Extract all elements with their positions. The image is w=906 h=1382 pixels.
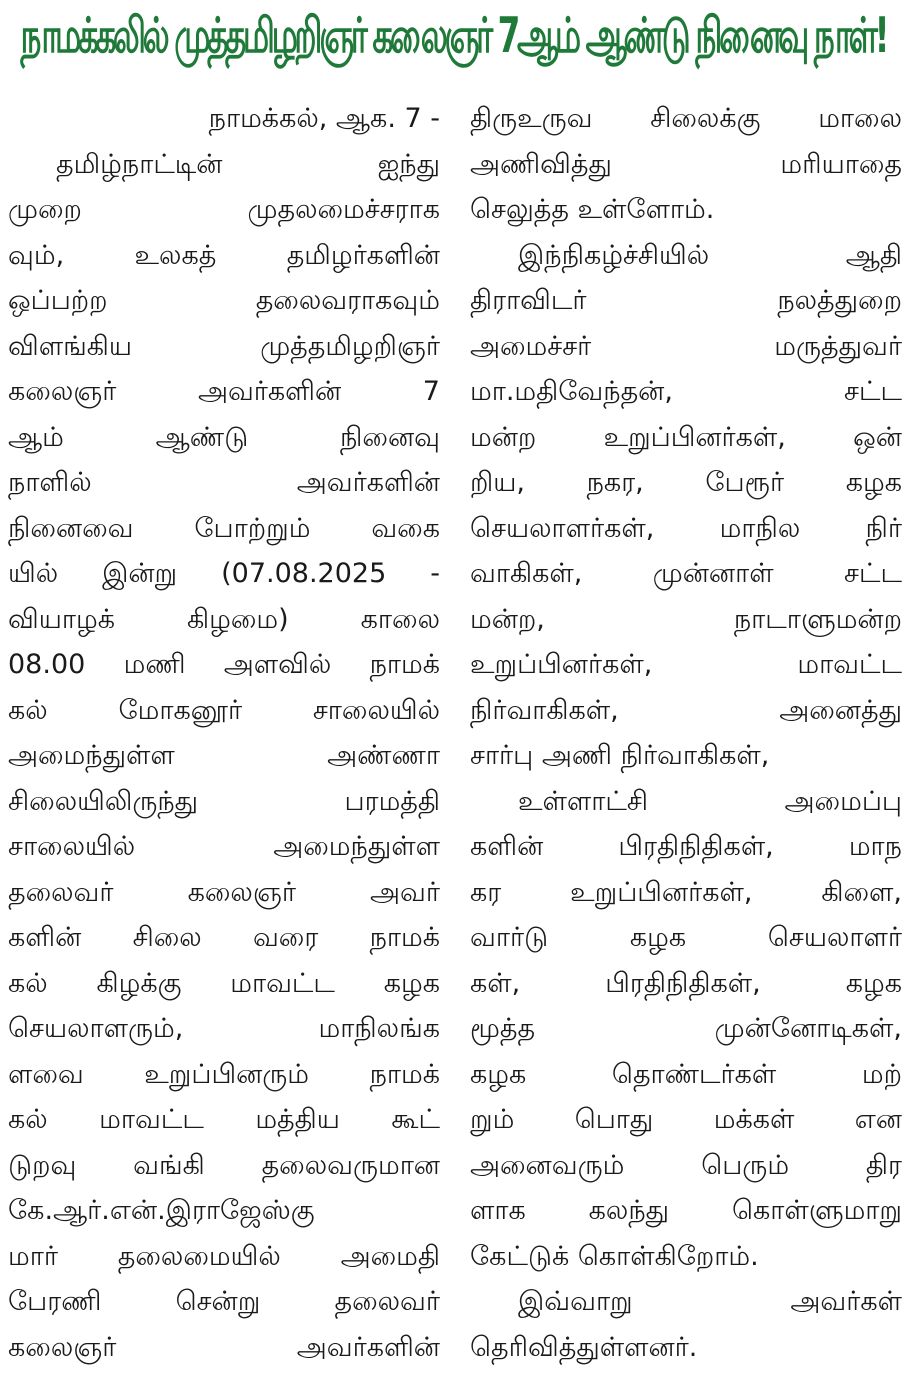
article-line: தலைவர் கலைஞர் அவர் xyxy=(8,876,440,908)
article-line: ளாக கலந்து கொள்ளுமாறு xyxy=(470,1195,902,1226)
article-line: அமைந்துள்ள அண்ணா xyxy=(8,740,440,771)
article-line: ஒப்பற்ற தலைவராகவும் xyxy=(8,285,440,316)
article-line: ஆம் ஆண்டு நினைவு xyxy=(8,421,440,453)
article-line: வியாழக் கிழமை) காலை xyxy=(8,603,440,635)
article-column-right xyxy=(470,96,902,1370)
article-line: மா.மதிவேந்தன், சட்ட xyxy=(470,376,902,407)
article-line: தமிழ்நாட்டின் ஐந்து xyxy=(56,148,440,180)
article-line: மன்ற உறுப்பினர்கள், ஒன் xyxy=(470,421,902,453)
article-line: மார் தலைமையில் அமைதி xyxy=(8,1240,440,1272)
article-line: அனைவரும் பெரும் திர xyxy=(470,1149,902,1181)
article-line: இவ்வாறு அவர்கள் xyxy=(518,1286,902,1317)
article-line: சாலையில் அமைந்துள்ள xyxy=(8,831,440,862)
article-line: வார்டு கழக செயலாளர் xyxy=(470,922,902,953)
article-line: கல் மாவட்ட மத்திய கூட் xyxy=(8,1104,440,1135)
article-column-left xyxy=(8,96,440,1370)
article-line: ளவை உறுப்பினரும் நாமக் xyxy=(8,1058,440,1090)
article-line: கலைஞர் அவர்களின் 7 xyxy=(8,376,440,407)
article-line: செலுத்த உள்ளோம். xyxy=(470,194,715,225)
dateline: நாமக்கல், ஆக. 7 - xyxy=(208,103,440,134)
article-line: டுறவு வங்கி தலைவருமான xyxy=(8,1149,440,1181)
article-line: களின் சிலை வரை நாமக் xyxy=(8,922,440,953)
article-line: திராவிடர் நலத்துறை xyxy=(470,285,902,316)
article-line: நிர்வாகிகள், அனைத்து xyxy=(470,694,902,726)
article-line: 08.00 மணி அளவில் நாமக் xyxy=(8,649,440,680)
article-line: கேட்டுக் கொள்கிறோம். xyxy=(470,1240,759,1272)
headline: நாமக்கலில் முத்தமிழறிஞர் கலைஞர் 7ஆம் ஆண்டு நினைவு நாள்! xyxy=(20,7,886,64)
article-line: றிய, நகர, பேரூர் கழக xyxy=(470,467,902,498)
article-line: மூத்த முன்னோடிகள், xyxy=(470,1013,902,1044)
article-line: களின் பிரதிநிதிகள், மாந xyxy=(470,831,902,862)
article-line: செயலாளர்கள், மாநில நிர் xyxy=(470,512,902,544)
article-line: விளங்கிய முத்தமிழறிஞர் xyxy=(8,330,440,362)
article-line: மன்ற, நாடாளுமன்ற xyxy=(470,603,902,635)
article-line: கலைஞர் அவர்களின் xyxy=(8,1331,440,1363)
article-line: கே.ஆர்.என்.இராஜேஸ்கு xyxy=(8,1195,315,1226)
article-line: திருஉருவ சிலைக்கு மாலை xyxy=(470,103,902,134)
article-line: கழக தொண்டர்கள் மற் xyxy=(470,1058,902,1090)
article-line: வாகிகள், முன்னாள் சட்ட xyxy=(470,558,902,589)
article-line: நாளில் அவர்களின் xyxy=(8,467,440,498)
article-line: உறுப்பினர்கள், மாவட்ட xyxy=(470,649,902,680)
article-line: பேரணி சென்று தலைவர் xyxy=(8,1286,440,1317)
article-line: யில் இன்று (07.08.2025 - xyxy=(8,558,440,589)
article-line: இந்நிகழ்ச்சியில் ஆதி xyxy=(518,239,902,271)
article-line: கல் மோகனூர் சாலையில் xyxy=(8,694,440,726)
headline-banner xyxy=(0,0,906,78)
article-line: உள்ளாட்சி அமைப்பு xyxy=(518,785,902,817)
article-line: செயலாளரும், மாநிலங்க xyxy=(8,1013,440,1044)
article-line: தெரிவித்துள்ளனர். xyxy=(470,1331,698,1363)
article-line: கர உறுப்பினர்கள், கிளை, xyxy=(470,876,902,908)
article-line: சார்பு அணி நிர்வாகிகள், xyxy=(470,740,770,771)
article-line: கல் கிழக்கு மாவட்ட கழக xyxy=(8,967,440,999)
article-line: அணிவித்து மரியாதை xyxy=(470,148,902,180)
article-line: றும் பொது மக்கள் என xyxy=(470,1104,902,1135)
article-line: கள், பிரதிநிதிகள், கழக xyxy=(470,967,902,999)
article-line: சிலையிலிருந்து பரமத்தி xyxy=(8,785,440,817)
article-line: நினைவை போற்றும் வகை xyxy=(8,512,440,544)
article-line: அமைச்சர் மருத்துவர் xyxy=(470,330,902,362)
article-line: முறை முதலமைச்சராக xyxy=(8,194,440,225)
article-line: வும், உலகத் தமிழர்களின் xyxy=(8,239,440,271)
